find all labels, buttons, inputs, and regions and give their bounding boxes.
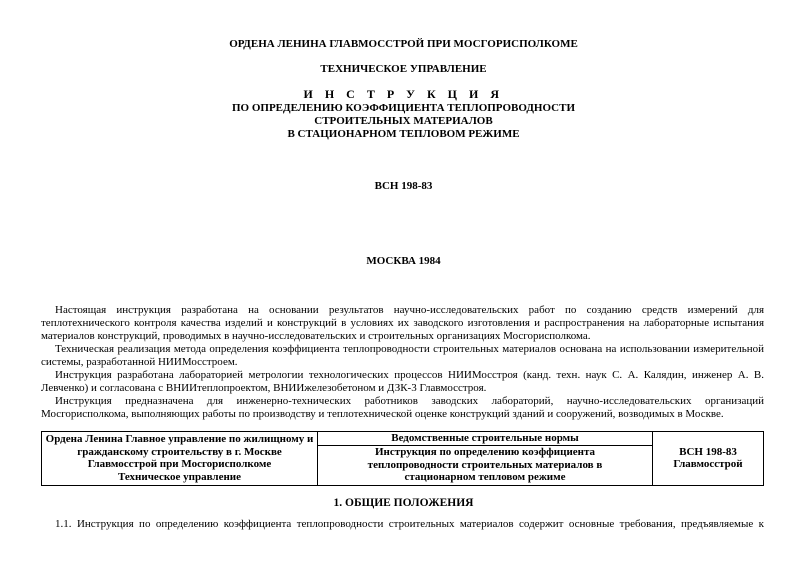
- section-title: 1. ОБЩИЕ ПОЛОЖЕНИЯ: [333, 497, 474, 509]
- preface-paragraph-4: Инструкция предназначена для инженерно-технических работников заводских лабораторий, научно-исследовательских организаций Мосгорисполкома, выполняющих работы по производству и теплотехнической оценке конструкций зданий и сооружений, возводимых в Москве.: [41, 395, 764, 420]
- document-code: ВСН 198-83: [374, 180, 433, 192]
- table-organization-cell: Ордена Ленина Главное управление по жилищному и гражданскому строительству в г. Москве Главмосстрой при Мосгорисполкоме Техническое управление: [42, 432, 318, 486]
- city-year: МОСКВА 1984: [366, 255, 441, 267]
- table-code-cell: ВСН 198-83 Главмосстрой: [653, 432, 764, 486]
- preface-text: [41, 304, 764, 421]
- department-heading: ТЕХНИЧЕСКОЕ УПРАВЛЕНИЕ: [320, 63, 487, 75]
- clause-1-1: 1.1. Инструкция по определению коэффициента теплопроводности строительных материалов содержит основные требования, предъявляемые к: [55, 518, 764, 530]
- document-title-line-2: СТРОИТЕЛЬНЫХ МАТЕРИАЛОВ: [314, 115, 493, 127]
- preface-paragraph-3: Инструкция разработана лабораторией метрологии технологических процессов НИИМосстроя (канд. техн. наук С. А. Калядин, инженер А. В. Левченко) и согласована с ВНИИтеплопроектом, ВНИИжелезобетоном и ДЗК-3 Главмосстроя.: [41, 369, 764, 394]
- document-title-line-1: ПО ОПРЕДЕЛЕНИЮ КОЭФФИЦИЕНТА ТЕПЛОПРОВОДНОСТИ: [231, 102, 576, 114]
- table-norms-cell: Ведомственные строительные нормы: [318, 432, 653, 446]
- document-title-spaced: И Н С Т Р У К Ц И Я: [303, 87, 504, 101]
- document-header-table: [41, 431, 764, 486]
- table-instruction-title-cell: Инструкция по определению коэффициента теплопроводности строительных материалов в стационарном тепловом режиме: [318, 445, 653, 485]
- preface-paragraph-2: Техническая реализация метода определения коэффициента теплопроводности строительных материалов основана на использовании измерительной системы, разработанной НИИМосстроем.: [41, 343, 764, 368]
- preface-paragraph-1: Настоящая инструкция разработана на основании результатов научно-исследовательских работ по созданию средств измерений для теплотехнического контроля качества изделий и конструкций в условиях их заводского изготовления и распространения на лабораторные испытания материалов конструкций, проводимых в научно-исследовательских и строительных организациях Мосгорисполкома.: [41, 304, 764, 342]
- organization-heading: ОРДЕНА ЛЕНИНА ГЛАВМОССТРОЙ ПРИ МОСГОРИСПОЛКОМЕ: [229, 38, 578, 50]
- document-title-line-3: В СТАЦИОНАРНОМ ТЕПЛОВОМ РЕЖИМЕ: [287, 128, 520, 140]
